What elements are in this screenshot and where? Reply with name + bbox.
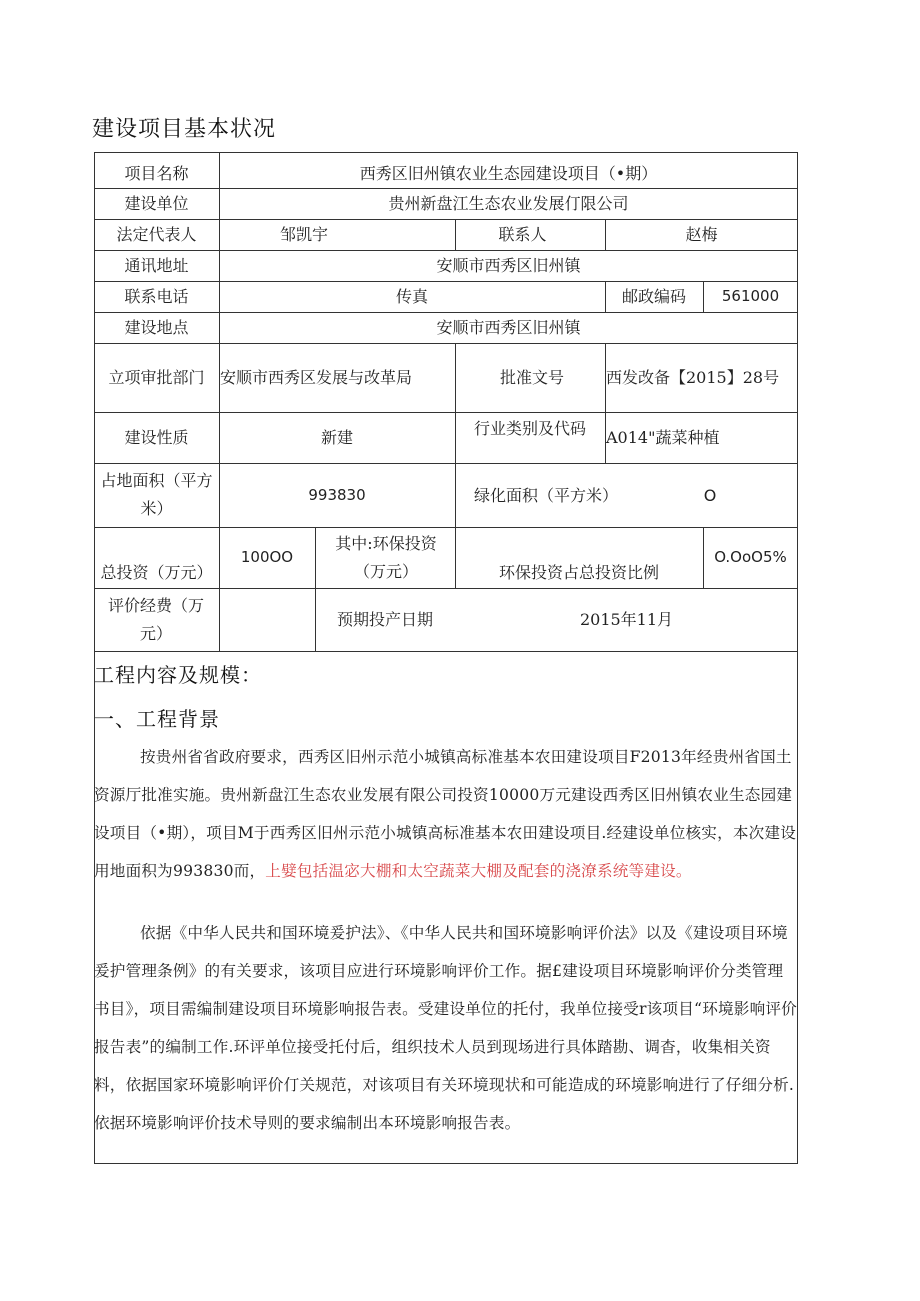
approval-dept-value: 安顺市西秀区发展与改革局 (220, 368, 413, 387)
nature-value: 新建 (320, 428, 353, 447)
start-date-label: 预期投产日期 (336, 610, 433, 629)
builder-label: 建设单位 (124, 194, 189, 213)
background-paragraph-1 (94, 738, 798, 890)
nature-label: 建设性质 (124, 428, 189, 447)
para1-text: 按贵州省省政府要求，西秀区旧州示范小城镇高标准基本农田建设项目F2013年经贵州省国土资源厅批准实施。贵州新盘江生态农业发展有限公司投资10000万元建设西秀区旧州镇农业生态园建设项目（•期），项目M于西秀区旧州示范小城镇高标准基本农田建设项目.经建设单位核实，本次建设用地面积为993830而， (94, 748, 797, 880)
env-invest-label: 其中:环保投资（万元） (335, 533, 437, 581)
green-label: 绿化面积（平方米） (473, 485, 618, 505)
builder-value: 贵州新盘江生态农业发展仃限公司 (388, 194, 629, 213)
industry-value: A014"蔬菜种植 (606, 428, 720, 447)
contact-value: 赵梅 (685, 225, 718, 244)
site-value: 安顺市西秀区旧州镇 (436, 318, 581, 337)
approval-no-label: 批准文号 (500, 368, 565, 387)
section-heading: 工程内容及规模： (94, 663, 262, 687)
area-label: 占地面积（平方米） (100, 471, 213, 518)
start-date-value: 2015年11月 (579, 610, 674, 629)
postcode-label: 邮政编码 (621, 287, 686, 306)
legal-rep-value: 邹凯宇 (279, 225, 328, 244)
total-invest-value: 100OO (240, 548, 294, 566)
area-value: 993830 (308, 485, 366, 504)
address-value: 安顺市西秀区旧州镇 (436, 256, 581, 275)
eval-fee-label: 评价经费（万元） (107, 595, 204, 643)
fax-label: 传真 (395, 287, 428, 306)
total-invest-label: 总投资（万元） (100, 563, 213, 582)
env-ratio-value: O.OoO5% (714, 548, 787, 566)
contact-label: 联系人 (498, 225, 547, 244)
project-name-label: 项目名称 (124, 164, 189, 183)
section-subheading: 一、工程背景 (94, 707, 220, 731)
phone-label: 联系电话 (124, 287, 189, 306)
approval-dept-label: 立项审批部门 (108, 368, 205, 387)
project-name-value: 西秀区旧州镇农业生态园建设项目（•期） (359, 164, 658, 183)
site-label: 建设地点 (124, 318, 189, 337)
approval-no-value: 西发改备【2015】28号 (606, 368, 780, 387)
para1-red-text: 上嬖包括温宓大棚和太空蔬菜大棚及配套的浇潦系统等建设。 (265, 862, 692, 880)
legal-rep-label: 法定代表人 (116, 225, 197, 244)
row-divider (94, 651, 798, 652)
background-paragraph-2: 依据《中华人民共和国环境爰护法》、《中华人民共和国环境影响评价法》以及《建设项目环境爰护管理条例》的有关要求，该项目应进行环境影响评价工作。据£建设项目环境影响评价分类管理书目》，项目需编制建设项目环境影响报告表。受建设单位的托付，我单位接受r该项目“环境影响评价报告表”的编制工作.环评单位接受托付后，组织技术人员到现场进行具体踏勘、调杳，收集相关资料，依据国家环境影响评价仃关规范，对该项目有关环境现状和可能造成的环境影响进行了仔细分析.依据环境影响评价技术导则的要求编制出本环境影响报告表。 (94, 924, 797, 1132)
industry-label: 行业类别及代码 (473, 419, 586, 438)
address-label: 通讯地址 (124, 256, 189, 275)
green-value: O (703, 485, 717, 505)
env-ratio-label: 环保投资占总投资比例 (498, 563, 659, 582)
postcode-value: 561000 (721, 287, 780, 305)
page-title: 建设项目基本状况 (92, 117, 277, 142)
